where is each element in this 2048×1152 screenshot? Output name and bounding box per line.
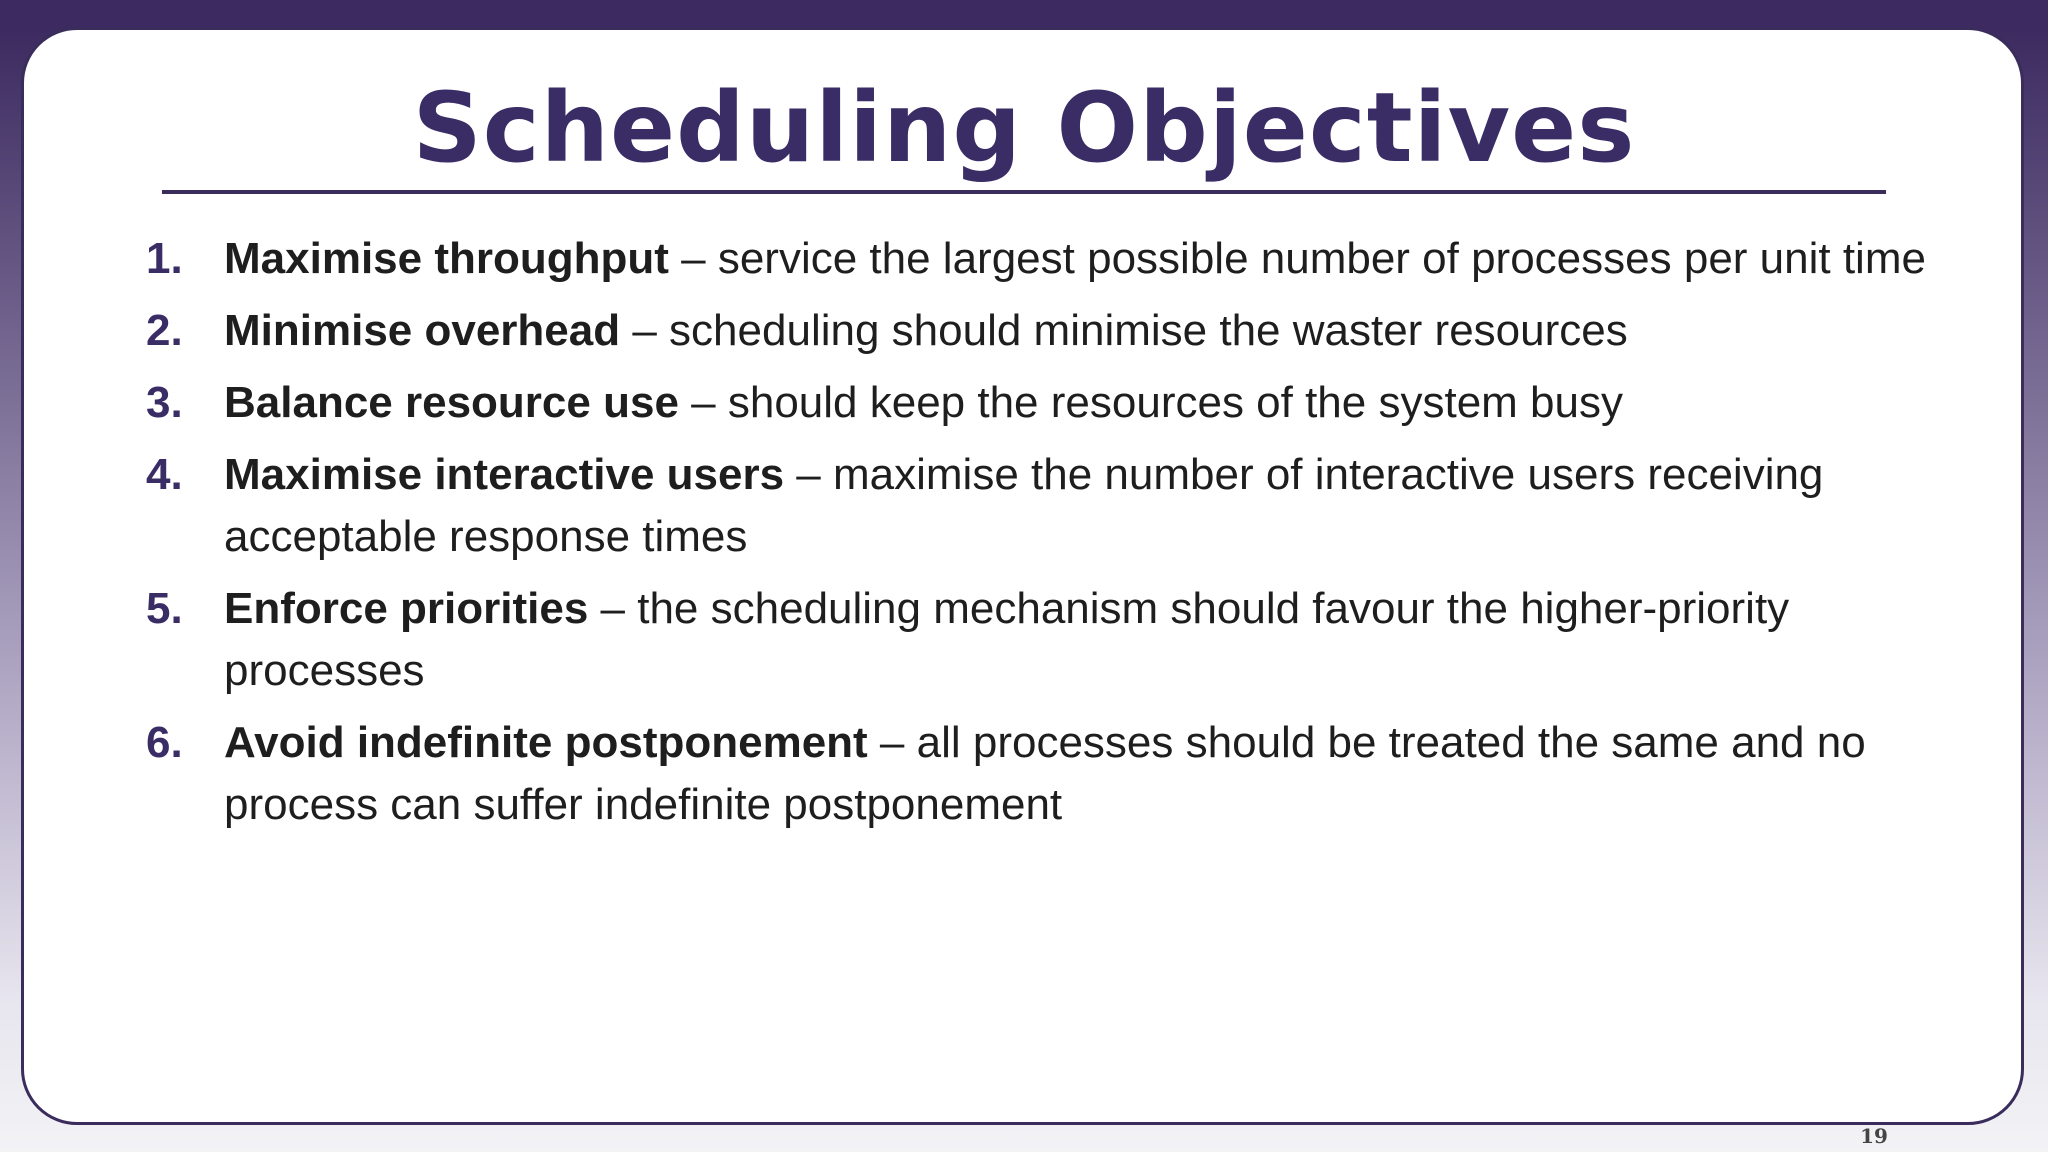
objective-item <box>140 372 1960 434</box>
objective-item <box>140 444 1960 568</box>
objective-term: Enforce priorities <box>224 584 589 633</box>
objective-item <box>140 578 1960 702</box>
objective-term: Avoid indefinite postponement <box>224 718 868 767</box>
objective-description: – should keep the resources of the system busy <box>678 378 1623 427</box>
objective-description: – the scheduling mechanism should favour the higher-priority processes <box>224 584 1790 695</box>
objective-number: 2. <box>146 306 183 355</box>
objective-description: – service the largest possible number of processes per unit time <box>668 234 1926 283</box>
objective-item <box>140 228 1960 290</box>
objective-term: Balance resource use <box>224 378 679 427</box>
slide-title: Scheduling Objectives <box>412 72 1636 184</box>
objective-term: Maximise interactive users <box>224 450 785 499</box>
objective-number: 3. <box>146 378 183 427</box>
objective-number: 5. <box>146 584 183 633</box>
objective-number: 4. <box>146 450 183 499</box>
objective-number: 6. <box>146 718 183 767</box>
objective-term: Minimise overhead <box>224 306 621 355</box>
objective-term: Maximise throughput <box>224 234 669 283</box>
objective-description: – scheduling should minimise the waster resources <box>620 306 1628 355</box>
objective-item <box>140 300 1960 362</box>
objectives-list <box>140 228 1960 846</box>
objective-item <box>140 712 1960 836</box>
objective-description: – all processes should be treated the same and no process can suffer indefinite postponement <box>224 718 1866 829</box>
page-number: 19 <box>1860 1124 1888 1148</box>
title-underline <box>162 190 1886 194</box>
objective-description: – maximise the number of interactive users receiving acceptable response times <box>224 450 1824 561</box>
objective-number: 1. <box>146 234 183 283</box>
